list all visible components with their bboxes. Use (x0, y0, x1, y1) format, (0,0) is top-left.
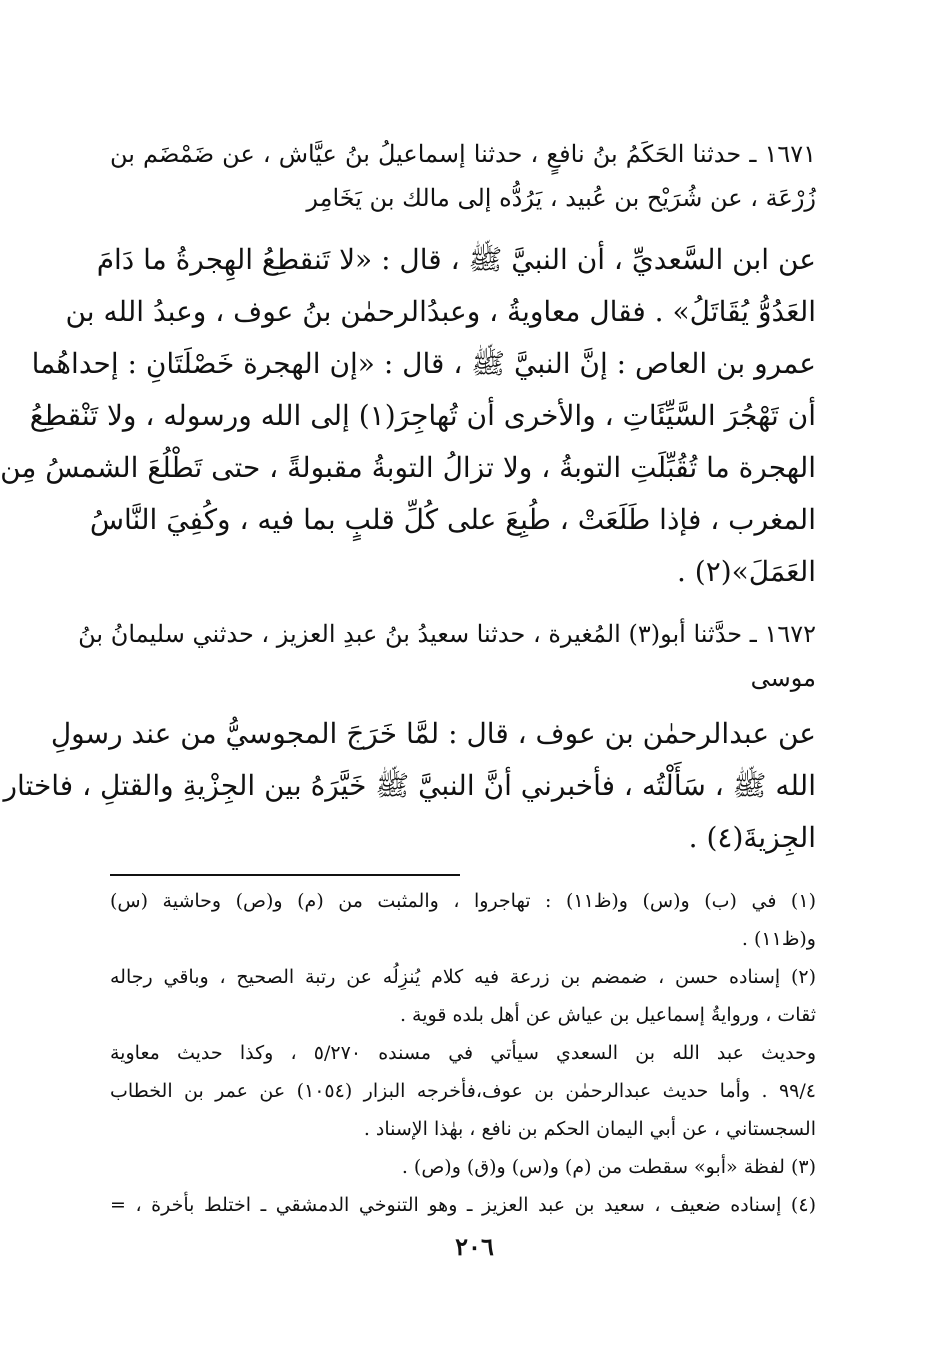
footnote-line: (٢) إسناده حسن ، ضمضم بن زرعة فيه كلام يُنزِلُه عن رتبة الصحيح ، وباقي رجاله (110, 966, 817, 988)
page-content (0, 132, 817, 1224)
hadith-1672-matn (3, 708, 816, 864)
footnote-4 (110, 1186, 816, 1224)
isnad-line: زُرْعَة ، عن شُرَيْح بن عُبيد ، يَرُدُّه إلى مالك بن يَخَامِر (306, 184, 816, 212)
footnote-line: السجستاني ، عن أبي اليمان الحكم بن نافع ، بهٰذا الإسناد . (363, 1118, 816, 1140)
footnote-line: و(ظ١١) . (741, 928, 816, 950)
isnad-line: ١٦٧١ ـ حدثنا الحَكَمُ بنُ نافعٍ ، حدثنا إسماعيلُ بنُ عيَّاش ، عن ضَمْضَم بن (110, 140, 816, 168)
hadith-1671-matn (0, 234, 816, 598)
matn-line: أن تَهْجُرَ السَّيِّئَاتِ ، والأخرى أن تُهاجِرَ(١) إلى الله ورسوله ، ولا تَنْقطِعُ (29, 399, 816, 432)
matn-line: المغرب ، فإذا طَلَعَتْ ، طُبِعَ على كُلِّ قلبٍ بما فيه ، وكُفِيَ النَّاسُ (89, 503, 816, 536)
footnote-2-continued (110, 1034, 816, 1148)
footnote-line: (٣) لفظة «أبو» سقطت من (م) و(س) و(ق) و(ص) . (401, 1156, 816, 1178)
matn-line: العَدُوُّ يُقَاتَلُ» . فقال معاويةُ ، وعبدُالرحمٰن بنُ عوف ، وعبدُ الله بن (65, 295, 816, 328)
matn-line: الله ﷺ ، سَأَلْتُه ، فأخبرني أنَّ النبيَّ ﷺ خَيَّرَهُ بين الجِزْيةِ والقتلِ ، فاختار (3, 769, 816, 802)
footnote-2 (110, 958, 816, 1034)
footnote-line: ٩٩/٤ . وأما حديث عبدالرحمٰن بن عوف،فأخرجه البزار (١٠٥٤) عن عمر بن الخطاب (110, 1080, 816, 1102)
footnote-line: (١) في (ب) و(س) و(ظ١١) : تهاجروا ، والمثبت من (م) و(ص) وحاشية (س) (110, 890, 816, 912)
matn-line: عن ابن السَّعديِّ ، أن النبيَّ ﷺ ، قال : «لا تَنقطِعُ الهِجرةُ ما دَامَ (96, 243, 816, 276)
hadith-1672-isnad (78, 612, 816, 700)
footnotes (110, 882, 816, 1224)
matn-line: الهجرة ما تُقُبِّلَتِ التوبةُ ، ولا تزالُ التوبةُ مقبولةً ، حتى تَطْلُعَ الشمسُ مِن (0, 451, 816, 484)
page-number: ٢٠٦ (455, 1232, 494, 1261)
matn-line: عمرو بن العاص : إنَّ النبيَّ ﷺ ، قال : «إن الهجرة خَصْلَتَانِ : إحداهُما (31, 347, 816, 380)
footnote-line: (٤) إسناده ضعيف ، سعيد بن عبد العزيز ـ وهو التنوخي الدمشقي ـ اختلط بأخرة ، = (110, 1194, 816, 1216)
matn-line: العَمَلَ»(٢) . (676, 555, 816, 588)
footnote-1 (110, 882, 816, 958)
footnote-line: ثقات ، وروايةُ إسماعيل بن عياش عن أهل بلده قوية . (399, 1004, 816, 1026)
hadith-1671-isnad (110, 132, 816, 220)
isnad-line: موسى (750, 664, 816, 692)
footnote-line: وحديث عبد الله بن السعدي سيأتي في مسنده ٥/٢٧٠ ، وكذا حديث معاوية (110, 1042, 816, 1064)
matn-line: الجِزيةَ(٤) . (688, 821, 816, 854)
isnad-line: ١٦٧٢ ـ حدَّثنا أبو(٣) المُغيرة ، حدثنا سعيدُ بنُ عبدِ العزيز ، حدثني سليمانُ بنُ (78, 620, 816, 648)
matn-line: عن عبدالرحمٰن بن عوف ، قال : لمَّا خَرَجَ المجوسيُّ من عند رسولِ (50, 717, 816, 750)
footnote-separator (110, 874, 460, 876)
footnote-3 (110, 1148, 816, 1186)
